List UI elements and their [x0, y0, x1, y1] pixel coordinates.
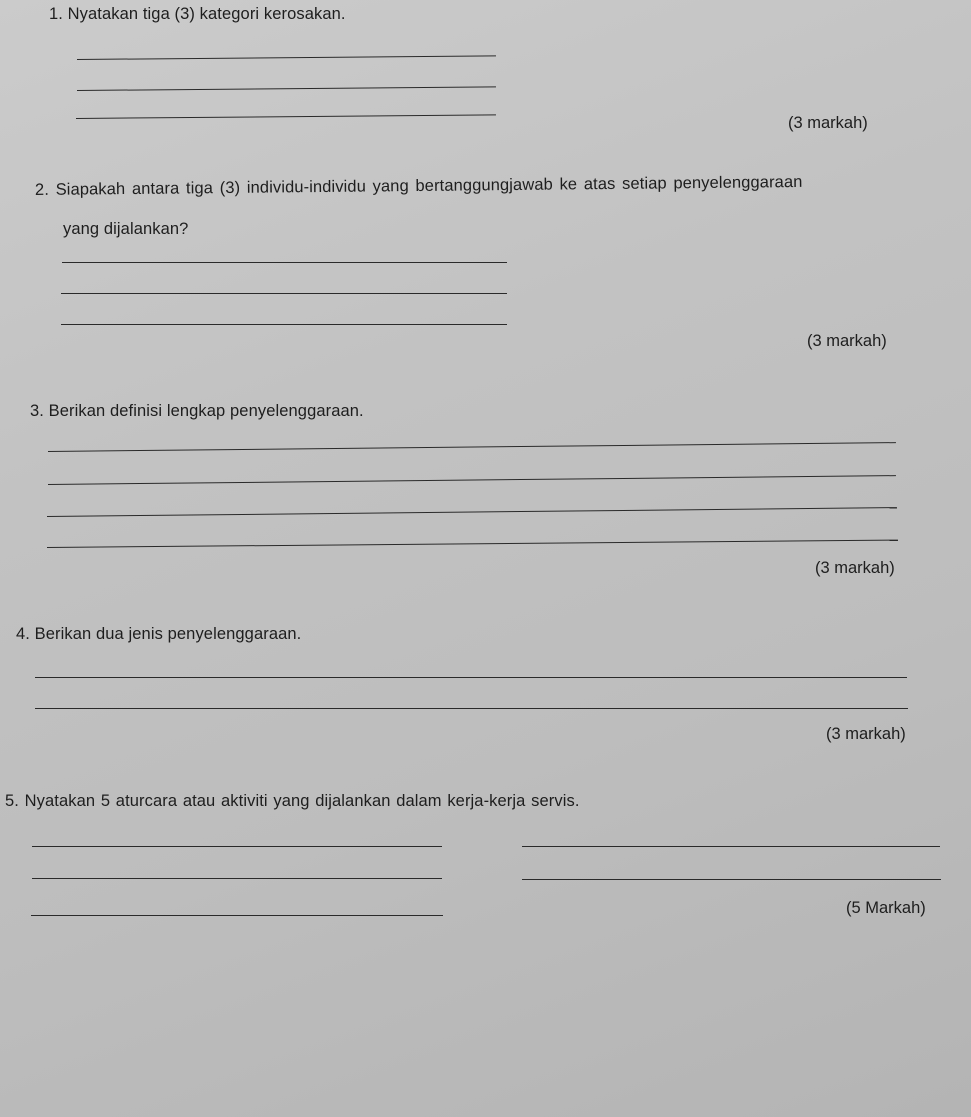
question-5	[5, 791, 580, 811]
answer-line-5c[interactable]	[32, 878, 442, 879]
question-2-marks: (3 markah)	[807, 332, 887, 350]
question-5-marks: (5 Markah)	[846, 899, 926, 917]
answer-line-4b[interactable]	[35, 708, 908, 709]
answer-line-4a[interactable]	[35, 677, 907, 678]
answer-line-3c[interactable]	[47, 507, 897, 517]
answer-line-1b[interactable]	[77, 86, 496, 91]
question-1-text: Nyatakan tiga (3) kategori kerosakan.	[67, 5, 346, 23]
answer-line-5d[interactable]	[522, 879, 941, 880]
question-5-text: Nyatakan 5 aturcara atau aktiviti yang dijalankan dalam kerja-kerja servis.	[24, 792, 580, 810]
answer-line-2c[interactable]	[61, 324, 507, 325]
question-2-text-line1: Siapakah antara tiga (3) individu-individu yang bertanggungjawab ke atas setiap penyelenggaraan	[55, 172, 803, 199]
answer-line-5a[interactable]	[32, 846, 442, 847]
answer-line-3d[interactable]	[47, 540, 898, 548]
answer-line-1c[interactable]	[76, 114, 496, 119]
answer-line-2b[interactable]	[61, 293, 507, 294]
question-3-text: Berikan definisi lengkap penyelenggaraan.	[48, 402, 364, 420]
question-1	[49, 4, 346, 24]
question-1-number: 1.	[49, 5, 63, 23]
question-5-number: 5.	[5, 792, 19, 810]
answer-line-3a[interactable]	[48, 442, 896, 452]
question-2-number: 2.	[34, 180, 50, 199]
question-2	[35, 172, 803, 200]
question-4-marks: (3 markah)	[826, 725, 906, 743]
answer-line-1a[interactable]	[77, 55, 496, 60]
answer-line-5b[interactable]	[522, 846, 940, 847]
question-3	[30, 401, 364, 421]
question-3-number: 3.	[30, 402, 44, 420]
answer-line-3b[interactable]	[48, 475, 896, 485]
question-2-text-line2: yang dijalankan?	[63, 220, 189, 238]
question-3-marks: (3 markah)	[815, 559, 895, 577]
question-4	[16, 624, 301, 644]
question-4-text: Berikan dua jenis penyelenggaraan.	[34, 625, 302, 643]
question-4-number: 4.	[16, 625, 30, 643]
answer-line-5e[interactable]	[31, 915, 443, 916]
answer-line-2a[interactable]	[62, 262, 507, 263]
question-1-marks: (3 markah)	[788, 114, 868, 132]
